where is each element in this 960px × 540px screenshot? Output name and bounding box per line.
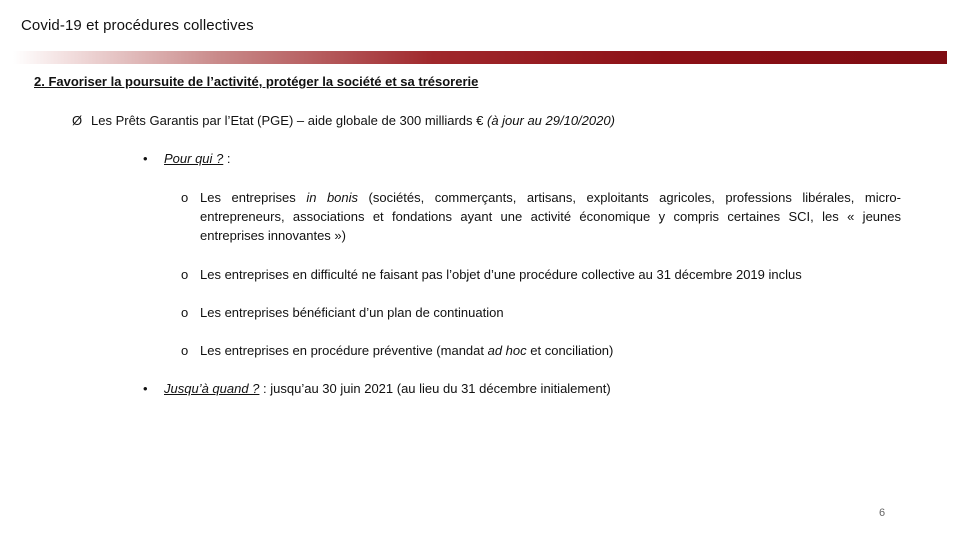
list-item-text bbox=[200, 303, 901, 322]
item-text-before: Les entreprises bénéficiant d’un plan de continuation bbox=[200, 305, 504, 320]
item-text-emphasis: ad hoc bbox=[487, 343, 527, 358]
pge-text bbox=[91, 113, 615, 128]
pge-main-text: Les Prêts Garantis par l’Etat (PGE) – aide globale de 300 milliards € bbox=[91, 113, 487, 128]
list-item bbox=[181, 303, 901, 322]
section-heading: 2. Favoriser la poursuite de l’activité, protéger la société et sa trésorerie bbox=[34, 74, 479, 89]
pour-qui-text bbox=[164, 151, 231, 166]
list-item bbox=[181, 265, 901, 284]
jusqua-line bbox=[143, 381, 611, 396]
list-item-text bbox=[200, 188, 901, 245]
list-item bbox=[181, 341, 901, 360]
item-text-before: Les entreprises en difficulté ne faisant pas l’objet d’une procédure collective au 31 décembre 2019 inclus bbox=[200, 267, 802, 282]
item-text-after: et conciliation) bbox=[526, 343, 614, 358]
jusqua-label: Jusqu’à quand ? bbox=[164, 381, 260, 396]
circle-bullet-icon: o bbox=[181, 343, 189, 358]
bullet-dot-icon: • bbox=[143, 381, 148, 396]
list-item-text bbox=[200, 265, 901, 284]
item-text-before: Les entreprises bbox=[200, 190, 307, 205]
item-text-before: Les entreprises en procédure préventive (mandat bbox=[200, 343, 488, 358]
circle-bullet-icon: o bbox=[181, 190, 189, 205]
circle-bullet-icon: o bbox=[181, 267, 189, 282]
title-divider-bar bbox=[13, 51, 947, 64]
arrow-bullet-icon: Ø bbox=[72, 113, 83, 128]
page-number: 6 bbox=[878, 507, 886, 519]
item-text-emphasis: in bonis bbox=[306, 190, 359, 205]
slide-title: Covid-19 et procédures collectives bbox=[21, 17, 254, 34]
pge-date: (à jour au 29/10/2020) bbox=[486, 113, 615, 128]
list-item-text bbox=[200, 341, 901, 360]
pour-qui-label: Pour qui ? bbox=[164, 151, 224, 166]
pge-bullet-line bbox=[72, 113, 615, 128]
item-text-after: (sociétés, commerçants, artisans, exploitants agricoles, professions libérales, micro-entrepreneurs, associations et fondations ayant une activité économique y compris certaines SCI, les « jeunes entreprises innovantes ») bbox=[200, 190, 901, 243]
pour-qui-line bbox=[143, 151, 231, 166]
jusqua-detail: : jusqu’au 30 juin 2021 (au lieu du 31 décembre initialement) bbox=[259, 381, 611, 396]
circle-bullet-icon: o bbox=[181, 305, 189, 320]
list-item bbox=[181, 188, 901, 245]
jusqua-text bbox=[164, 381, 611, 396]
bullet-dot-icon: • bbox=[143, 151, 148, 166]
pour-qui-suffix: : bbox=[223, 151, 231, 166]
